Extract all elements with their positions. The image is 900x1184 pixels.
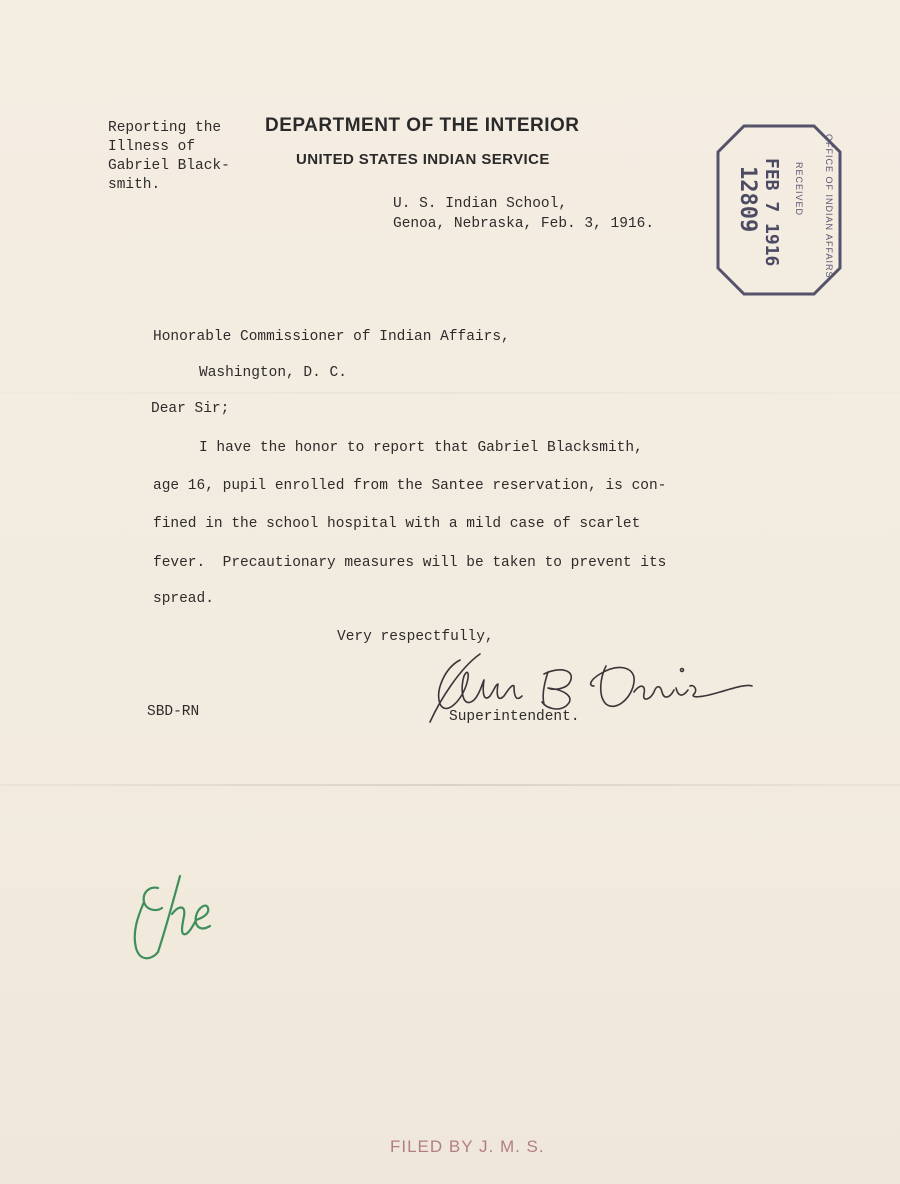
signer-title: Superintendent.	[449, 709, 580, 725]
body-line: spread.	[153, 591, 214, 607]
stamp-date: FEB 7 1916	[761, 158, 782, 267]
closing: Very respectfully,	[337, 629, 494, 645]
sender-address: U. S. Indian School,	[393, 196, 568, 212]
subject-line: Reporting the	[108, 120, 222, 136]
sender-date: Genoa, Nebraska, Feb. 3, 1916.	[393, 216, 655, 232]
subject-line: smith.	[108, 177, 161, 193]
letterhead-service: UNITED STATES INDIAN SERVICE	[296, 151, 550, 168]
reference-initials: SBD-RN	[147, 704, 200, 720]
recipient-city: Washington, D. C.	[199, 365, 347, 381]
salutation: Dear Sir;	[151, 401, 230, 417]
filed-stamp: FILED BY J. M. S.	[390, 1137, 545, 1156]
fold-crease	[0, 784, 900, 786]
subject-line: Illness of	[108, 139, 196, 155]
body-line: I have the honor to report that Gabriel Blacksmith,	[199, 440, 643, 456]
body-line: fever. Precautionary measures will be taken to prevent its	[153, 555, 667, 571]
body-line: age 16, pupil enrolled from the Santee reservation, is con-	[153, 478, 667, 494]
stamp-number: 12809	[735, 166, 760, 233]
subject-line: Gabriel Black-	[108, 158, 230, 174]
recipient-name: Honorable Commissioner of Indian Affairs,	[153, 329, 510, 345]
received-stamp	[716, 124, 842, 296]
letterhead-department: DEPARTMENT OF THE INTERIOR	[265, 115, 580, 136]
stamp-received: RECEIVED	[794, 162, 804, 217]
handwritten-note	[128, 868, 228, 968]
fold-crease-upper	[0, 392, 900, 394]
stamp-office: OFFICE OF INDIAN AFFAIRS	[824, 134, 834, 279]
body-line: fined in the school hospital with a mild case of scarlet	[153, 516, 641, 532]
